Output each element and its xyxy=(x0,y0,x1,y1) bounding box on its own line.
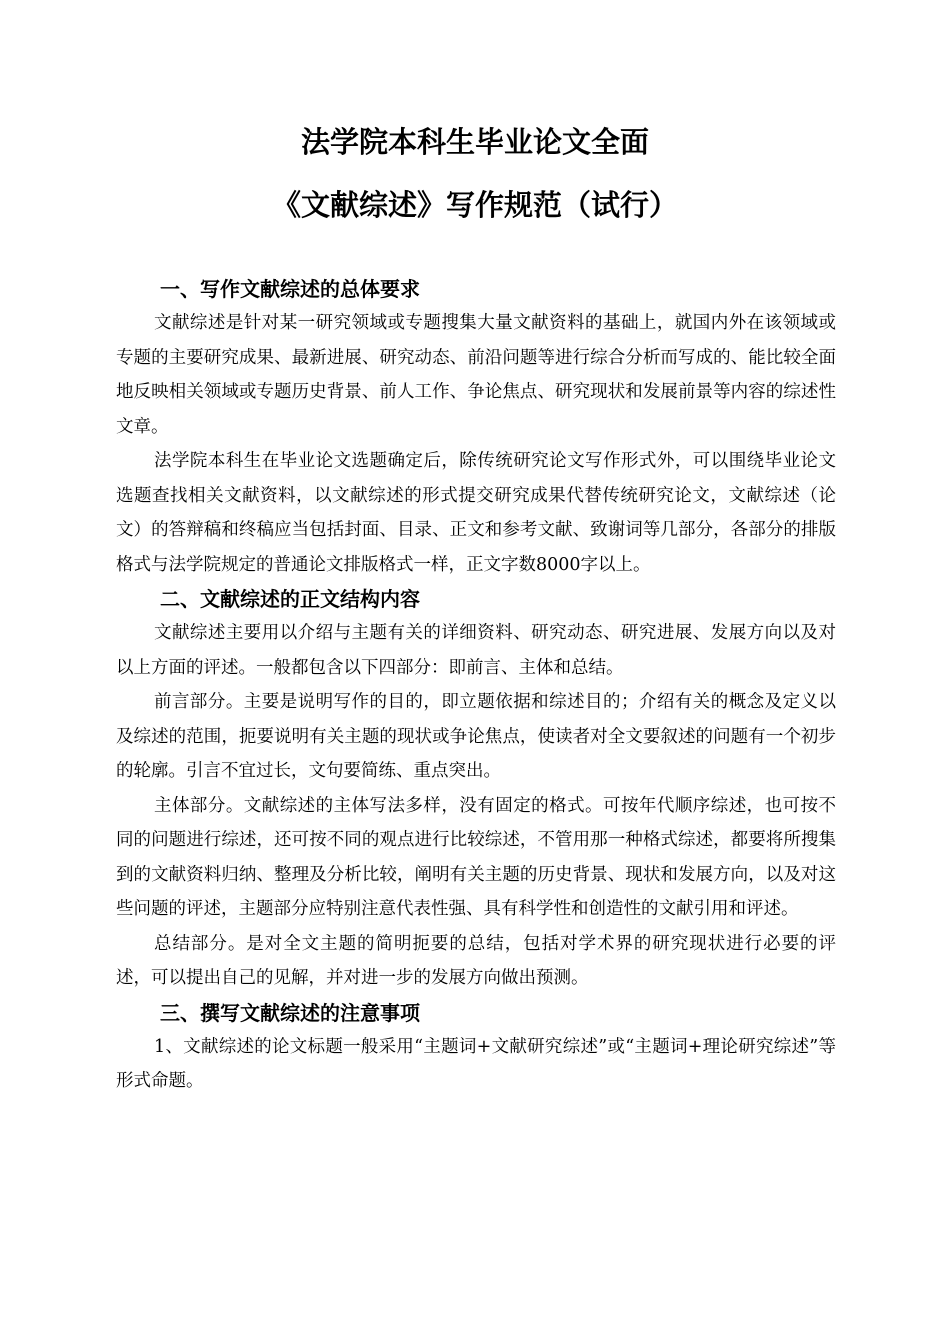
paragraph: 前言部分。主要是说明写作的目的，即立题依据和综述目的；介绍有关的概念及定义以及综述的范围，扼要说明有关主题的现状或争论焦点，使读者对全文要叙述的问题有一个初步的轮廓。引言不宜过长，文句要简练、重点突出。 xyxy=(116,692,836,781)
paragraph: 总结部分。是对全文主题的简明扼要的总结，包括对学术界的研究现状进行必要的评述，可以提出自己的见解，并对进一步的发展方向做出预测。 xyxy=(116,933,836,988)
section-heading: 二、文献综述的正文结构内容 xyxy=(160,587,420,611)
document-title-line-1: 法学院本科生毕业论文全面 xyxy=(300,125,649,159)
paragraph: 文献综述主要用以介绍与主题有关的详细资料、研究动态、研究进展、发展方向以及对以上方面的评述。一般都包含以下四部分：即前言、主体和总结。 xyxy=(116,623,836,678)
paragraph: 法学院本科生在毕业论文选题确定后，除传统研究论文写作形式外，可以围绕毕业论文选题查找相关文献资料，以文献综述的形式提交研究成果代替传统研究论文，文献综述（论文）的答辩稿和终稿应当包括封面、目录、正文和参考文献、致谢词等几部分，各部分的排版格式与法学院规定的普通论文排版格式一样，正文字数8000字以上。 xyxy=(116,451,836,575)
paragraph: 1、文献综述的论文标题一般采用“主题词+文献研究综述”或“主题词+理论研究综述”等形式命题。 xyxy=(116,1036,836,1091)
paragraph: 主体部分。文献综述的主体写法多样，没有固定的格式。可按年代顺序综述，也可按不同的问题进行综述，还可按不同的观点进行比较综述，不管用那一种格式综述，都要将所搜集到的文献资料归纳、整理及分析比较，阐明有关主题的历史背景、现状和发展方向，以及对这些问题的评述，主题部分应特别注意代表性强、具有科学性和创造性的文献引用和评述。 xyxy=(116,795,836,919)
paragraph: 文献综述是针对某一研究领域或专题搜集大量文献资料的基础上，就国内外在该领域或专题的主要研究成果、最新进展、研究动态、前沿问题等进行综合分析而写成的、能比较全面地反映相关领域或专题历史背景、前人工作、争论焦点、研究现状和发展前景等内容的综述性文章。 xyxy=(116,313,836,437)
document-body xyxy=(116,272,836,1099)
section-heading: 三、撰写文献综述的注意事项 xyxy=(160,1000,420,1025)
section-heading: 一、写作文献综述的总体要求 xyxy=(160,277,420,301)
document-title-line-2: 《文献综述》写作规范（试行） xyxy=(271,188,678,222)
section-precautions xyxy=(116,996,836,1099)
section-general-requirements xyxy=(116,272,836,582)
section-body-structure xyxy=(116,582,836,996)
